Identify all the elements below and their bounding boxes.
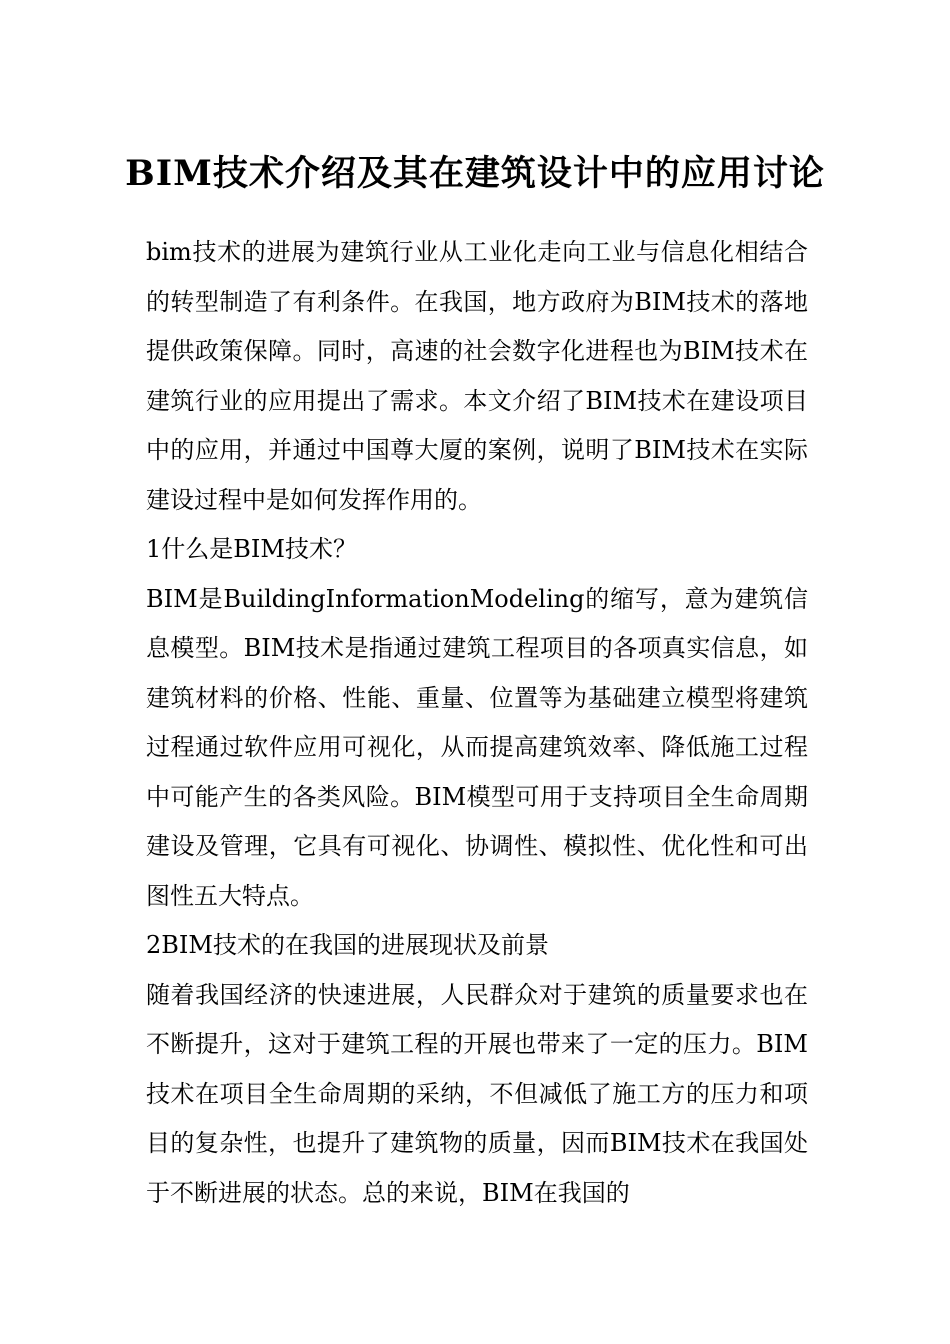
paragraph-bim-status: 随着我国经济的快速进展，人民群众对于建筑的质量要求也在不断提升，这对于建筑工程的开展也带来了一定的压力。BIM技术在项目全生命周期的采纳，不但减低了施工方的压力和项目的复杂性，也提升了建筑物的质量，因而BIM技术在我国处于不断进展的状态。总的来说，BIM在我国的 [146,980,808,1207]
paragraph-bim-definition: BIM是BuildingInformationModeling的缩写，意为建筑信息模型。BIM技术是指通过建筑工程项目的各项真实信息，如建筑材料的价格、性能、重量、位置等为基础建立模型将建筑过程通过软件应用可视化，从而提高建筑效率、降低施工过程中可能产生的各类风险。BIM模型可用于支持项目全生命周期建设及管理，它具有可视化、协调性、模拟性、优化性和可出图性五大特点。 [146,584,808,910]
document-body [146,228,808,1218]
document-title: BIM技术介绍及其在建筑设计中的应用讨论 [125,153,825,195]
paragraph-intro: bim技术的进展为建筑行业从工业化走向工业与信息化相结合的转型制造了有利条件。在我国，地方政府为BIM技术的落地提供政策保障。同时，高速的社会数字化进程也为BIM技术在建筑行业的应用提出了需求。本文介绍了BIM技术在建设项目中的应用，并通过中国尊大厦的案例，说明了BIM技术在实际建设过程中是如何发挥作用的。 [146,238,808,514]
section-heading-2: 2BIM技术的在我国的进展现状及前景 [146,931,549,959]
section-heading-1: 1什么是BIM技术？ [146,535,357,563]
